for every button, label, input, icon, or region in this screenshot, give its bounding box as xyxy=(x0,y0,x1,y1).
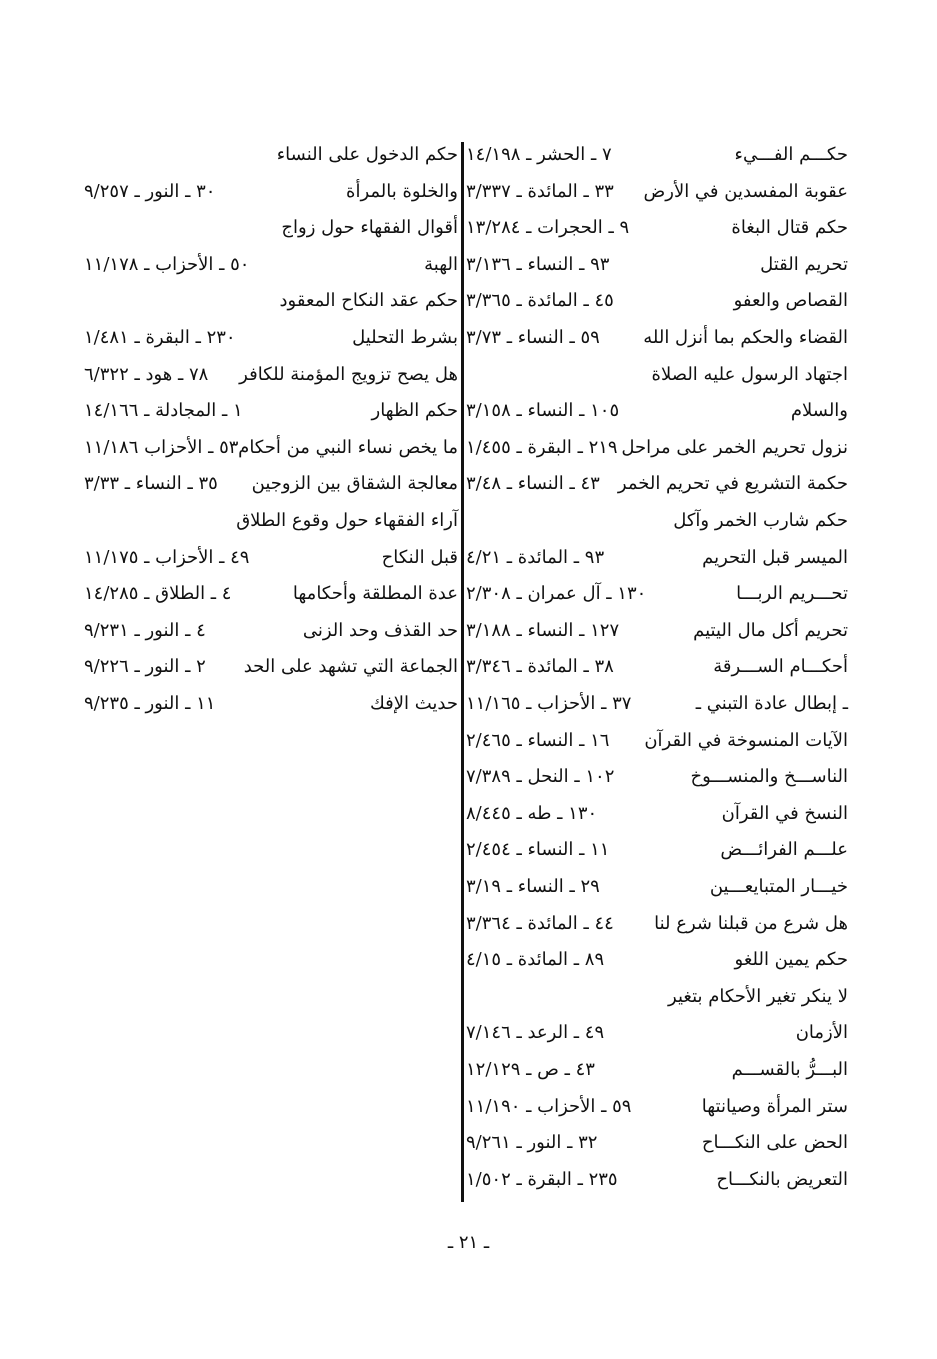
entry-topic: حكم يمين اللغو xyxy=(734,949,848,971)
index-entry xyxy=(84,358,458,392)
entry-topic: عقوبة المفسدين في الأرض xyxy=(643,180,848,202)
entry-reference: ٥٣ ـ الأحزاب ١١/١٨٦ xyxy=(84,436,239,458)
entry-topic: ستر المرأة وصيانتها xyxy=(701,1095,848,1117)
entry-reference: ٤٣ ـ ص ـ ١٢/١٢٩ xyxy=(466,1059,595,1080)
index-entry xyxy=(466,467,848,501)
index-entry xyxy=(466,760,848,794)
entry-reference: ٤٣ ـ النساء ـ ٣/٤٨ xyxy=(466,473,600,495)
entry-reference: ٥٩ ـ النساء ـ ٣/٧٣ xyxy=(466,327,600,348)
entry-reference: ١٢٧ ـ النساء ـ ٣/١٨٨ xyxy=(466,619,620,641)
index-entry xyxy=(466,394,848,428)
index-entry xyxy=(84,431,458,465)
entry-topic: تحـــريم الربـــا xyxy=(736,583,848,605)
entry-reference: ١١ ـ النور ـ ٩/٢٣٥ xyxy=(84,693,216,714)
index-entry xyxy=(466,907,848,941)
index-entry xyxy=(466,724,848,758)
entry-topic: حكم قتال البغاة xyxy=(731,217,848,239)
entry-reference: ٤٤ ـ المائدة ـ ٣/٣٦٤ xyxy=(466,912,614,934)
entry-topic: حكم الظهار xyxy=(371,400,458,422)
entry-topic: الآيات المنسوخة في القرآن xyxy=(644,729,848,751)
index-entry xyxy=(84,687,458,721)
entry-topic: الهبة xyxy=(424,253,458,275)
entry-reference: ٤٩ ـ الأحزاب ـ ١١/١٧٥ xyxy=(84,546,250,568)
column-divider xyxy=(461,142,464,1202)
entry-reference: ٧٨ ـ هود ـ ٦/٣٢٢ xyxy=(84,363,209,385)
entry-topic: ما يخص نساء النبي من أحكام xyxy=(238,436,458,458)
entry-reference: ٣٨ ـ المائدة ـ ٣/٣٤٦ xyxy=(466,656,614,678)
entry-reference: ٥٩ ـ الأحزاب ـ ١١/١٩٠ xyxy=(466,1095,632,1117)
entry-topic: البـــرُّ بالقســـم xyxy=(731,1059,848,1080)
entry-topic: التعريض بالنكـــاح xyxy=(716,1168,848,1190)
index-entry xyxy=(84,211,458,245)
entry-topic: نزول تحريم الخمر على مراحل xyxy=(621,436,848,458)
entry-topic: معالجة الشقاق بين الزوجين xyxy=(251,473,458,495)
index-entry xyxy=(466,541,848,575)
index-entry xyxy=(84,467,458,501)
entry-reference: ٩٣ ـ المائدة ـ ٤/٢١ xyxy=(466,546,605,568)
entry-reference: ٢ ـ النور ـ ٩/٢٢٦ xyxy=(84,656,206,678)
index-entry xyxy=(466,321,848,355)
entry-topic: اجتهاد الرسول عليه الصلاة xyxy=(651,363,848,385)
index-entry xyxy=(466,870,848,904)
index-entry xyxy=(466,248,848,282)
entry-topic: قبل النكاح xyxy=(381,546,458,568)
entry-reference: ٩ ـ الحجرات ـ ١٣/٢٨٤ xyxy=(466,217,630,239)
entry-reference: ١ ـ المجادلة ـ ١٤/١٦٦ xyxy=(84,400,243,422)
entry-topic: عدة المطلقة وأحكامها xyxy=(292,583,458,605)
index-entry xyxy=(84,504,458,538)
entry-reference: ٧ ـ الحشر ـ ١٤/١٩٨ xyxy=(466,144,612,165)
entry-topic: الجماعة التي تشهد على الحد xyxy=(243,656,458,678)
index-entry xyxy=(466,284,848,318)
entry-reference: ٤ ـ النور ـ ٩/٢٣١ xyxy=(84,619,206,641)
page-number: ـ ٢١ ـ xyxy=(447,1232,490,1253)
entry-topic: حكم الدخول على النساء xyxy=(276,144,458,165)
index-entry xyxy=(466,1090,848,1124)
entry-reference: ١٠٢ ـ النحل ـ ٧/٣٨٩ xyxy=(466,766,615,788)
entry-reference: ٨٩ ـ المائدة ـ ٤/١٥ xyxy=(466,949,605,971)
entry-reference: ٩٣ ـ النساء ـ ٣/١٣٦ xyxy=(466,253,610,275)
index-entry xyxy=(466,577,848,611)
entry-topic: حكمة التشريع في تحريم الخمر xyxy=(617,473,848,495)
index-entry xyxy=(84,284,458,318)
entry-topic: الميسر قبل التحريم xyxy=(702,546,848,568)
index-entry xyxy=(84,650,458,684)
index-entry xyxy=(84,577,458,611)
entry-topic: حد القذف وحد الزنى xyxy=(302,619,458,641)
entry-topic: تحريم القتل xyxy=(760,253,848,275)
index-entry xyxy=(466,138,848,172)
entry-topic: حكم شارب الخمر وآكل xyxy=(673,510,848,531)
entry-topic: النسخ في القرآن xyxy=(721,802,848,824)
entry-topic: علـــم الفرائـــض xyxy=(720,839,848,861)
index-entry xyxy=(466,431,848,465)
entry-reference: ٤ ـ الطلاق ـ ١٤/٢٨٥ xyxy=(84,583,232,605)
index-entry xyxy=(466,687,848,721)
entry-reference: ١٠٥ ـ النساء ـ ٣/١٥٨ xyxy=(466,400,620,422)
entry-topic: والسلام xyxy=(790,400,848,422)
index-entry xyxy=(84,138,458,172)
entry-topic: هل شرع من قبلنا شرع لنا xyxy=(654,912,848,934)
index-entry xyxy=(466,504,848,538)
index-entry xyxy=(466,650,848,684)
entry-topic: حكم عقد النكاح المعقود xyxy=(279,290,458,312)
entry-reference: ٢٣٥ ـ البقرة ـ ١/٥٠٢ xyxy=(466,1168,618,1190)
entry-reference: ١١ ـ النساء ـ ٢/٤٥٤ xyxy=(466,839,610,861)
entry-reference: ٣٣ ـ المائدة ـ ٣/٣٣٧ xyxy=(466,180,614,202)
entry-reference: ١٦ ـ النساء ـ ٢/٤٦٥ xyxy=(466,729,610,751)
entry-reference: ٣٠ ـ النور ـ ٩/٢٥٧ xyxy=(84,180,216,202)
entry-topic: بشرط التحليل xyxy=(352,327,458,348)
index-entry xyxy=(466,175,848,209)
entry-reference: ١٣٠ ـ آل عمران ـ ٢/٣٠٨ xyxy=(466,583,647,605)
entry-reference: ٣٥ ـ النساء ـ ٣/٣٣ xyxy=(84,473,218,495)
entry-topic: لا ينكر تغير الأحكام بتغير xyxy=(668,985,848,1007)
entry-topic: خيـــار المتبايعـــين xyxy=(709,876,848,897)
entry-topic: آراء الفقهاء حول وقوع الطلاق xyxy=(236,510,458,531)
entry-reference: ١٣٠ ـ طه ـ ٨/٤٤٥ xyxy=(466,802,598,824)
entry-topic: تحريم أكل مال اليتيم xyxy=(693,619,848,641)
entry-topic: حكـــم الفـــيء xyxy=(734,144,848,165)
index-entry xyxy=(466,833,848,867)
entry-reference: ٤٩ ـ الرعد ـ ٧/١٤٦ xyxy=(466,1022,605,1044)
entry-topic: هل يصح تزويج المؤمنة للكافر xyxy=(239,363,458,385)
index-entry xyxy=(466,943,848,977)
entry-reference: ٤٥ ـ المائدة ـ ٣/٣٦٥ xyxy=(466,290,614,312)
index-entry xyxy=(466,1016,848,1050)
entry-topic: أحكـــام الســـرقة xyxy=(713,656,848,678)
entry-reference: ٣٢ ـ النور ـ ٩/٢٦١ xyxy=(466,1132,598,1154)
entry-topic: والخلوة بالمرأة xyxy=(346,180,458,202)
index-entry xyxy=(466,358,848,392)
entry-topic: حديث الإفك xyxy=(369,693,458,714)
entry-topic: الأزمان xyxy=(795,1022,848,1044)
entry-topic: القضاء والحكم بما أنزل الله xyxy=(643,327,848,348)
index-entry xyxy=(466,1126,848,1160)
index-entry xyxy=(84,248,458,282)
index-entry xyxy=(466,980,848,1014)
entry-topic: القصاص والعفو xyxy=(733,290,848,312)
index-entry xyxy=(84,175,458,209)
entry-reference: ٣٧ ـ الأحزاب ـ ١١/١٦٥ xyxy=(466,693,632,714)
index-entry xyxy=(466,1163,848,1197)
entry-reference: ٥٠ ـ الأحزاب ـ ١١/١٧٨ xyxy=(84,253,250,275)
entry-topic: الحض على النكـــاح xyxy=(701,1132,848,1154)
index-entry xyxy=(466,1053,848,1087)
index-entry xyxy=(84,321,458,355)
index-entry xyxy=(466,211,848,245)
entry-reference: ٢٣٠ ـ البقرة ـ ١/٤٨١ xyxy=(84,327,236,348)
entry-topic: أقوال الفقهاء حول زواج xyxy=(281,217,458,239)
index-entry xyxy=(466,614,848,648)
index-entry xyxy=(84,614,458,648)
entry-reference: ٢٩ ـ النساء ـ ٣/١٩ xyxy=(466,876,600,897)
entry-reference: ٢١٩ ـ البقرة ـ ١/٤٥٥ xyxy=(466,436,618,458)
index-entry xyxy=(466,797,848,831)
entry-topic: ـ إبطال عادة التبني ـ xyxy=(695,693,848,714)
index-entry xyxy=(84,541,458,575)
entry-topic: الناســـخ والمنســـوخ xyxy=(690,766,848,788)
index-entry xyxy=(84,394,458,428)
